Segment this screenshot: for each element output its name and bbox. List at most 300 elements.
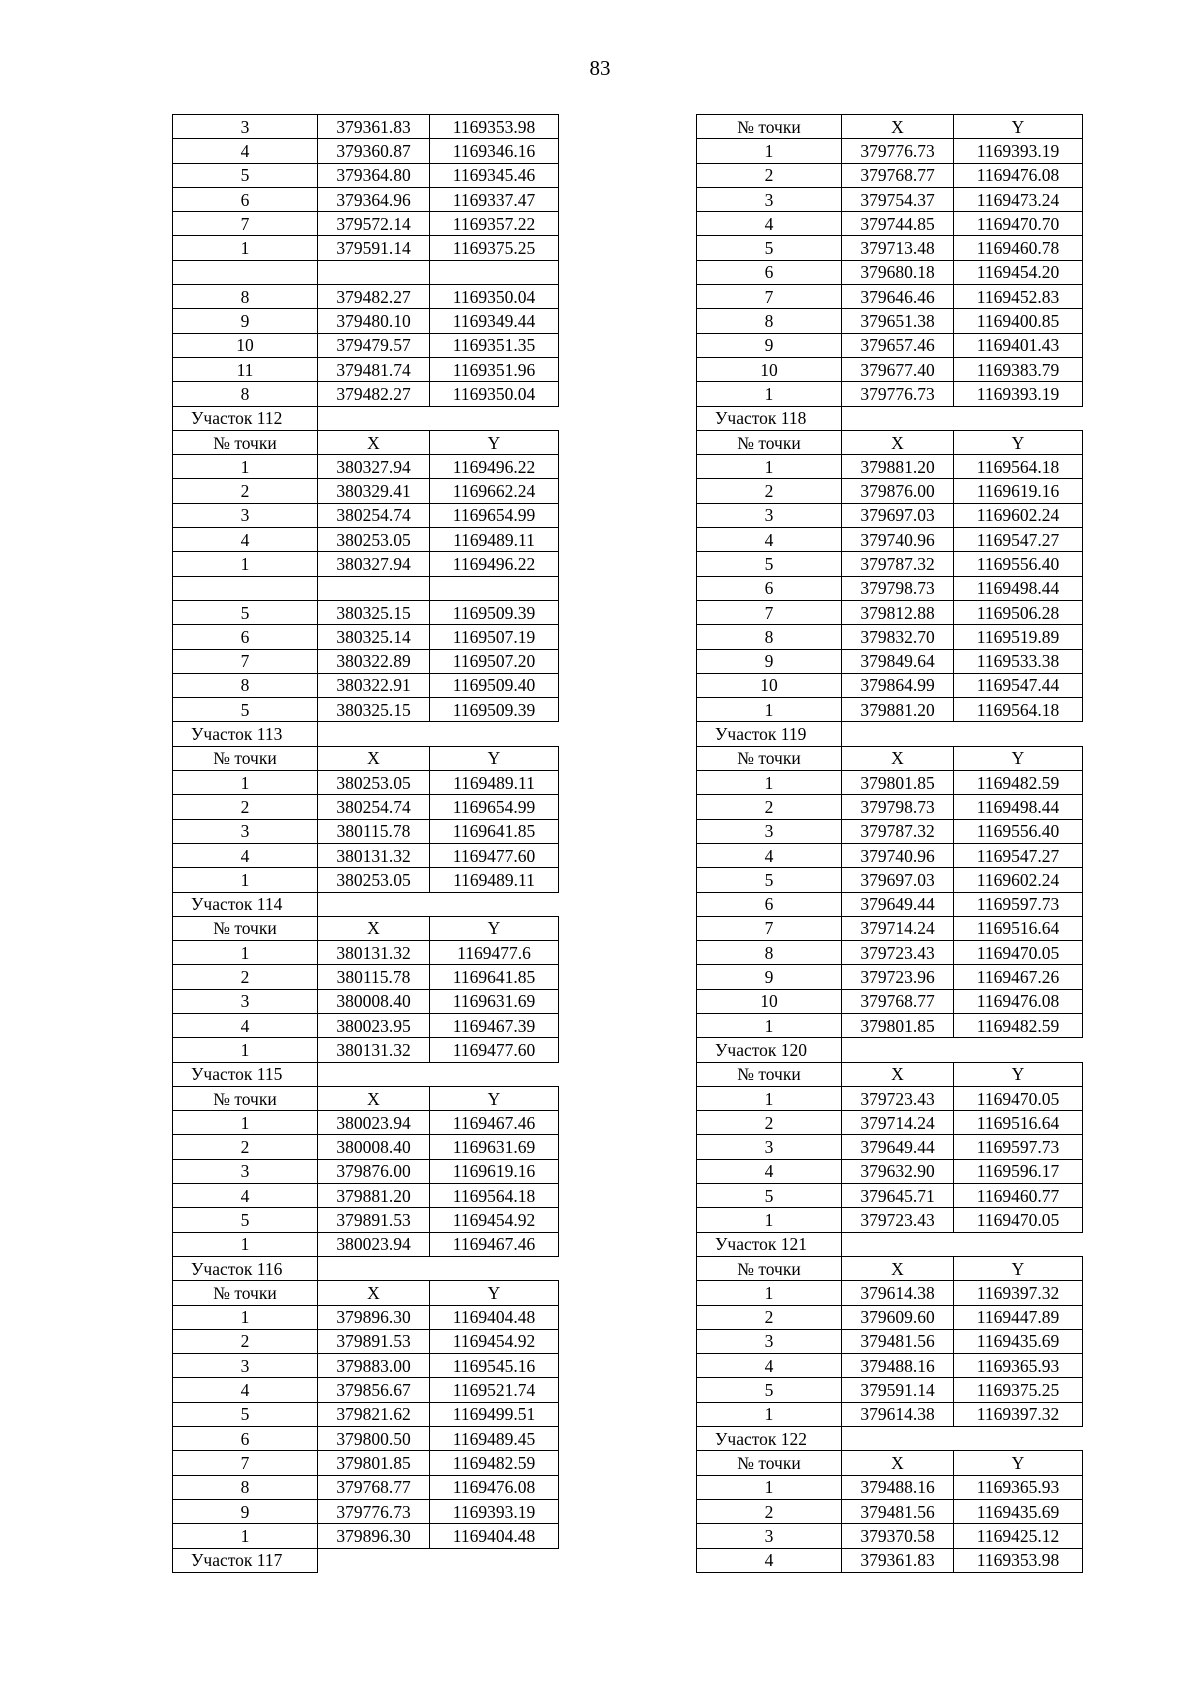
y-coordinate: 1169477.60 [430, 843, 559, 867]
y-coordinate: 1169631.69 [430, 989, 559, 1013]
x-coordinate: 379740.96 [842, 528, 954, 552]
y-coordinate: 1169482.59 [430, 1451, 559, 1475]
y-coordinate: 1169507.19 [430, 625, 559, 649]
y-coordinate: 1169365.93 [954, 1354, 1083, 1378]
y-coordinate: 1169602.24 [954, 503, 1083, 527]
table-row [173, 1111, 559, 1135]
y-coordinate: 1169533.38 [954, 649, 1083, 673]
blank-cell [318, 406, 430, 430]
y-coordinate: 1169393.19 [954, 382, 1083, 406]
table-row [697, 455, 1083, 479]
point-number: 4 [697, 1354, 842, 1378]
x-coordinate: 379864.99 [842, 673, 954, 697]
section-title: Участок 113 [173, 722, 318, 746]
x-coordinate: 379646.46 [842, 285, 954, 309]
blank-cell [954, 1038, 1083, 1062]
x-coordinate: 379632.90 [842, 1159, 954, 1183]
section-title-row [173, 406, 559, 430]
y-coordinate: 1169556.40 [954, 552, 1083, 576]
table-row [697, 528, 1083, 552]
x-coordinate: 379768.77 [842, 989, 954, 1013]
point-number: 7 [173, 1451, 318, 1475]
y-coordinate: 1169489.11 [430, 528, 559, 552]
point-number: 3 [173, 115, 318, 139]
y-coordinate: 1169401.43 [954, 333, 1083, 357]
section-title-row [697, 1427, 1083, 1451]
y-coordinate: 1169509.39 [430, 600, 559, 624]
table-row [173, 1135, 559, 1159]
section-title: Участок 116 [173, 1256, 318, 1280]
point-number: 6 [173, 1427, 318, 1451]
table-row [173, 503, 559, 527]
y-coordinate: 1169476.08 [954, 989, 1083, 1013]
y-coordinate: 1169662.24 [430, 479, 559, 503]
y-coordinate: 1169473.24 [954, 187, 1083, 211]
table-row [697, 868, 1083, 892]
point-number: 1 [697, 455, 842, 479]
point-number: 3 [697, 1135, 842, 1159]
header-point-number: № точки [173, 1281, 318, 1305]
y-coordinate: 1169460.78 [954, 236, 1083, 260]
y-coordinate: 1169447.89 [954, 1305, 1083, 1329]
section-title: Участок 112 [173, 406, 318, 430]
point-number: 2 [173, 479, 318, 503]
y-coordinate: 1169545.16 [430, 1354, 559, 1378]
x-coordinate: 379801.85 [318, 1451, 430, 1475]
header-point-number: № точки [697, 1256, 842, 1280]
header-y: Y [430, 1281, 559, 1305]
y-coordinate: 1169597.73 [954, 892, 1083, 916]
table-row [173, 1354, 559, 1378]
section-title: Участок 115 [173, 1062, 318, 1086]
blank-cell [954, 1427, 1083, 1451]
y-coordinate: 1169397.32 [954, 1402, 1083, 1426]
section-title-row [697, 1232, 1083, 1256]
point-number: 3 [697, 1524, 842, 1548]
table-row [697, 503, 1083, 527]
x-coordinate: 379849.64 [842, 649, 954, 673]
y-coordinate: 1169346.16 [430, 139, 559, 163]
y-coordinate: 1169454.92 [430, 1329, 559, 1353]
table-header-row [697, 1451, 1083, 1475]
x-coordinate [318, 260, 430, 284]
x-coordinate: 380008.40 [318, 989, 430, 1013]
y-coordinate: 1169350.04 [430, 285, 559, 309]
point-number: 1 [173, 236, 318, 260]
blank-cell [430, 1062, 559, 1086]
table-row [697, 236, 1083, 260]
table-row [173, 965, 559, 989]
y-coordinate: 1169375.25 [430, 236, 559, 260]
y-coordinate: 1169467.39 [430, 1013, 559, 1037]
point-number: 4 [697, 1548, 842, 1572]
x-coordinate: 379680.18 [842, 260, 954, 284]
y-coordinate: 1169345.46 [430, 163, 559, 187]
y-coordinate: 1169454.92 [430, 1208, 559, 1232]
point-number: 1 [697, 1475, 842, 1499]
x-coordinate: 379876.00 [318, 1159, 430, 1183]
header-y: Y [430, 916, 559, 940]
point-number: 11 [173, 357, 318, 381]
y-coordinate: 1169460.77 [954, 1184, 1083, 1208]
y-coordinate: 1169351.96 [430, 357, 559, 381]
point-number: 2 [697, 1499, 842, 1523]
x-coordinate: 379821.62 [318, 1402, 430, 1426]
x-coordinate: 379812.88 [842, 600, 954, 624]
x-coordinate: 379723.43 [842, 1086, 954, 1110]
point-number: 6 [173, 187, 318, 211]
y-coordinate: 1169393.19 [954, 139, 1083, 163]
point-number: 1 [697, 698, 842, 722]
x-coordinate: 379364.96 [318, 187, 430, 211]
section-title: Участок 121 [697, 1232, 842, 1256]
blank-cell [318, 1256, 430, 1280]
table-row [697, 382, 1083, 406]
table-header-row [697, 1256, 1083, 1280]
x-coordinate: 379479.57 [318, 333, 430, 357]
table-row [697, 698, 1083, 722]
x-coordinate: 379591.14 [318, 236, 430, 260]
y-coordinate: 1169425.12 [954, 1524, 1083, 1548]
x-coordinate: 380329.41 [318, 479, 430, 503]
x-coordinate: 379832.70 [842, 625, 954, 649]
x-coordinate: 380115.78 [318, 965, 430, 989]
table-row [173, 1499, 559, 1523]
x-coordinate: 379714.24 [842, 1111, 954, 1135]
x-coordinate: 379723.43 [842, 941, 954, 965]
page-number: 83 [589, 56, 611, 80]
header-y: Y [430, 1086, 559, 1110]
y-coordinate: 1169435.69 [954, 1329, 1083, 1353]
table-row [173, 649, 559, 673]
blank-cell [318, 1548, 430, 1572]
table-header-row [697, 115, 1083, 139]
point-number: 2 [173, 1135, 318, 1159]
table-row [173, 576, 559, 600]
table-row [173, 673, 559, 697]
x-coordinate: 379723.96 [842, 965, 954, 989]
point-number: 10 [697, 357, 842, 381]
table-row [697, 819, 1083, 843]
y-coordinate: 1169337.47 [430, 187, 559, 211]
table-row [173, 260, 559, 284]
header-y: Y [430, 746, 559, 770]
table-row [173, 698, 559, 722]
table-row [697, 916, 1083, 940]
table-row [697, 309, 1083, 333]
blank-cell [318, 722, 430, 746]
table-row [173, 1402, 559, 1426]
x-coordinate: 379754.37 [842, 187, 954, 211]
x-coordinate: 379361.83 [842, 1548, 954, 1572]
header-x: X [842, 746, 954, 770]
section-title: Участок 114 [173, 892, 318, 916]
y-coordinate: 1169509.40 [430, 673, 559, 697]
table-row [173, 1184, 559, 1208]
point-number: 6 [697, 892, 842, 916]
y-coordinate: 1169516.64 [954, 1111, 1083, 1135]
header-x: X [842, 1256, 954, 1280]
section-title: Участок 119 [697, 722, 842, 746]
table-row [173, 115, 559, 139]
header-y: Y [954, 430, 1083, 454]
header-point-number: № точки [697, 430, 842, 454]
table-row [173, 552, 559, 576]
point-number: 7 [697, 600, 842, 624]
table-row [697, 1329, 1083, 1353]
point-number: 6 [697, 576, 842, 600]
blank-cell [842, 1232, 954, 1256]
table-row [173, 1329, 559, 1353]
point-number: 2 [697, 1305, 842, 1329]
point-number: 5 [173, 698, 318, 722]
x-coordinate: 379896.30 [318, 1305, 430, 1329]
x-coordinate: 380023.95 [318, 1013, 430, 1037]
x-coordinate: 379723.43 [842, 1208, 954, 1232]
y-coordinate: 1169393.19 [430, 1499, 559, 1523]
point-number: 5 [173, 163, 318, 187]
table-row [173, 163, 559, 187]
point-number: 9 [697, 965, 842, 989]
point-number: 2 [173, 795, 318, 819]
x-coordinate: 379744.85 [842, 212, 954, 236]
table-row [697, 1499, 1083, 1523]
table-row [697, 1354, 1083, 1378]
point-number: 2 [697, 163, 842, 187]
x-coordinate: 379798.73 [842, 576, 954, 600]
point-number: 10 [697, 989, 842, 1013]
point-number: 4 [173, 1378, 318, 1402]
table-row [697, 965, 1083, 989]
y-coordinate: 1169476.08 [954, 163, 1083, 187]
point-number: 3 [173, 819, 318, 843]
y-coordinate: 1169507.20 [430, 649, 559, 673]
point-number: 1 [173, 1038, 318, 1062]
y-coordinate: 1169397.32 [954, 1281, 1083, 1305]
x-coordinate: 379798.73 [842, 795, 954, 819]
x-coordinate: 379677.40 [842, 357, 954, 381]
point-number: 3 [173, 989, 318, 1013]
table-row [697, 989, 1083, 1013]
y-coordinate: 1169547.44 [954, 673, 1083, 697]
header-x: X [842, 1451, 954, 1475]
table-row [173, 382, 559, 406]
x-coordinate: 379488.16 [842, 1354, 954, 1378]
y-coordinate: 1169489.11 [430, 771, 559, 795]
x-coordinate: 379481.56 [842, 1499, 954, 1523]
point-number: 7 [173, 649, 318, 673]
point-number: 9 [173, 1499, 318, 1523]
point-number: 1 [697, 1013, 842, 1037]
table-row [173, 1159, 559, 1183]
table-row [173, 455, 559, 479]
x-coordinate: 380131.32 [318, 941, 430, 965]
table-header-row [697, 1062, 1083, 1086]
table-row [173, 285, 559, 309]
table-header-row [173, 1281, 559, 1305]
y-coordinate: 1169556.40 [954, 819, 1083, 843]
table-row [173, 187, 559, 211]
point-number: 5 [697, 1184, 842, 1208]
point-number: 9 [697, 333, 842, 357]
x-coordinate: 380253.05 [318, 771, 430, 795]
point-number: 4 [173, 1184, 318, 1208]
x-coordinate: 379364.80 [318, 163, 430, 187]
y-coordinate: 1169400.85 [954, 309, 1083, 333]
point-number: 5 [697, 236, 842, 260]
point-number: 4 [697, 212, 842, 236]
point-number: 1 [173, 1305, 318, 1329]
x-coordinate: 379488.16 [842, 1475, 954, 1499]
point-number: 1 [173, 771, 318, 795]
table-header-row [173, 916, 559, 940]
y-coordinate [430, 260, 559, 284]
table-row [173, 479, 559, 503]
table-row [697, 600, 1083, 624]
point-number [173, 260, 318, 284]
table-row [697, 163, 1083, 187]
table-header-row [173, 430, 559, 454]
header-point-number: № точки [173, 1086, 318, 1110]
point-number: 10 [697, 673, 842, 697]
blank-cell [318, 892, 430, 916]
table-row [173, 819, 559, 843]
point-number: 1 [697, 382, 842, 406]
header-x: X [842, 1062, 954, 1086]
point-number: 2 [697, 795, 842, 819]
x-coordinate: 379697.03 [842, 503, 954, 527]
point-number: 8 [173, 382, 318, 406]
table-row [173, 941, 559, 965]
table-row [697, 187, 1083, 211]
section-title-row [173, 1256, 559, 1280]
x-coordinate: 380327.94 [318, 552, 430, 576]
point-number: 1 [697, 1402, 842, 1426]
y-coordinate: 1169564.18 [954, 698, 1083, 722]
table-row [697, 1208, 1083, 1232]
x-coordinate: 380115.78 [318, 819, 430, 843]
header-y: Y [954, 1256, 1083, 1280]
y-coordinate: 1169375.25 [954, 1378, 1083, 1402]
y-coordinate: 1169467.46 [430, 1232, 559, 1256]
y-coordinate: 1169351.35 [430, 333, 559, 357]
x-coordinate: 379881.20 [842, 698, 954, 722]
table-row [173, 1524, 559, 1548]
y-coordinate: 1169631.69 [430, 1135, 559, 1159]
x-coordinate: 379776.73 [842, 139, 954, 163]
header-x: X [318, 430, 430, 454]
x-coordinate: 379768.77 [842, 163, 954, 187]
table-row [697, 552, 1083, 576]
y-coordinate: 1169602.24 [954, 868, 1083, 892]
point-number: 5 [697, 868, 842, 892]
header-point-number: № точки [173, 746, 318, 770]
y-coordinate: 1169496.22 [430, 455, 559, 479]
x-coordinate: 379370.58 [842, 1524, 954, 1548]
table-row [173, 1451, 559, 1475]
y-coordinate: 1169519.89 [954, 625, 1083, 649]
point-number: 1 [697, 1281, 842, 1305]
x-coordinate: 379896.30 [318, 1524, 430, 1548]
y-coordinate: 1169498.44 [954, 795, 1083, 819]
table-row [173, 625, 559, 649]
header-x: X [842, 115, 954, 139]
x-coordinate: 380325.15 [318, 698, 430, 722]
table-row [697, 649, 1083, 673]
table-row [173, 1378, 559, 1402]
table-row [697, 357, 1083, 381]
section-title: Участок 117 [173, 1548, 318, 1572]
table-row [173, 771, 559, 795]
section-title-row [173, 892, 559, 916]
y-coordinate: 1169564.18 [430, 1184, 559, 1208]
y-coordinate: 1169654.99 [430, 503, 559, 527]
point-number: 5 [173, 1208, 318, 1232]
table-header-row [173, 1086, 559, 1110]
y-coordinate: 1169383.79 [954, 357, 1083, 381]
table-row [697, 1184, 1083, 1208]
x-coordinate: 379891.53 [318, 1329, 430, 1353]
y-coordinate: 1169357.22 [430, 212, 559, 236]
y-coordinate: 1169476.08 [430, 1475, 559, 1499]
x-coordinate: 379801.85 [842, 771, 954, 795]
x-coordinate: 380253.05 [318, 528, 430, 552]
x-coordinate: 379481.74 [318, 357, 430, 381]
x-coordinate: 379891.53 [318, 1208, 430, 1232]
table-row [697, 1111, 1083, 1135]
table-row [697, 941, 1083, 965]
y-coordinate: 1169498.44 [954, 576, 1083, 600]
y-coordinate: 1169521.74 [430, 1378, 559, 1402]
y-coordinate: 1169489.11 [430, 868, 559, 892]
header-point-number: № точки [697, 746, 842, 770]
table-row [697, 139, 1083, 163]
x-coordinate: 379609.60 [842, 1305, 954, 1329]
x-coordinate: 380023.94 [318, 1111, 430, 1135]
point-number: 7 [173, 212, 318, 236]
header-x: X [842, 430, 954, 454]
header-y: Y [954, 1062, 1083, 1086]
table-row [173, 1475, 559, 1499]
table-row [697, 260, 1083, 284]
point-number: 2 [697, 479, 842, 503]
x-coordinate: 380325.14 [318, 625, 430, 649]
table-row [697, 1305, 1083, 1329]
y-coordinate: 1169654.99 [430, 795, 559, 819]
y-coordinate: 1169641.85 [430, 965, 559, 989]
table-row [697, 212, 1083, 236]
table-row [697, 795, 1083, 819]
table-row [697, 479, 1083, 503]
x-coordinate: 380254.74 [318, 503, 430, 527]
x-coordinate: 379614.38 [842, 1402, 954, 1426]
point-number: 9 [173, 309, 318, 333]
x-coordinate: 380254.74 [318, 795, 430, 819]
point-number: 4 [173, 1013, 318, 1037]
header-y: Y [430, 430, 559, 454]
x-coordinate: 379713.48 [842, 236, 954, 260]
blank-cell [954, 722, 1083, 746]
point-number: 8 [697, 625, 842, 649]
point-number: 8 [697, 309, 842, 333]
y-coordinate: 1169467.26 [954, 965, 1083, 989]
blank-cell [842, 1038, 954, 1062]
x-coordinate: 379876.00 [842, 479, 954, 503]
y-coordinate: 1169547.27 [954, 843, 1083, 867]
blank-cell [842, 722, 954, 746]
y-coordinate: 1169349.44 [430, 309, 559, 333]
y-coordinate: 1169470.70 [954, 212, 1083, 236]
